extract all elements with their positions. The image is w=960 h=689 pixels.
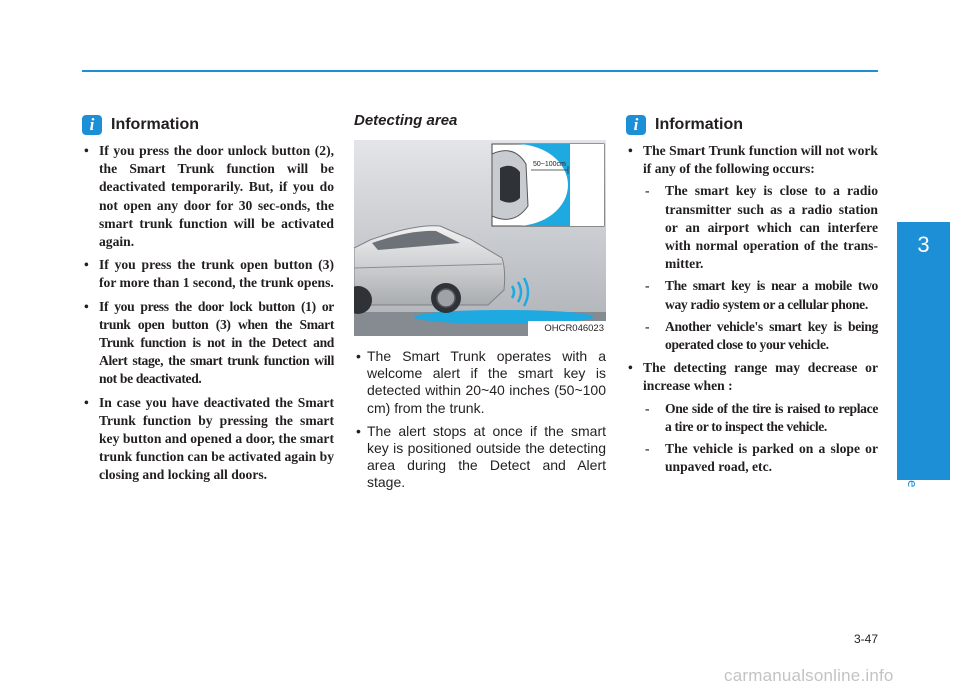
- list-item: • If you press the trunk open button (3) for more than 1 second, the trunk opens.: [82, 256, 334, 292]
- sub-item: - One side of the tire is raised to replace a tire or to inspect the vehicle.: [644, 400, 878, 436]
- info-list-left: [82, 142, 334, 485]
- sub-item: - The smart key is close to a radio transmitter such as a radio station or an airport which can interfere with normal operation of the trans-mitter.: [644, 182, 878, 273]
- info-icon: i: [82, 115, 102, 135]
- car-illustration: [354, 140, 606, 336]
- info-icon: i: [626, 115, 646, 135]
- figure-code: OHCR046023: [528, 321, 606, 336]
- section-title: Detecting area: [354, 112, 458, 129]
- range-label: 50~100cm: [533, 161, 566, 168]
- info-title: Information: [655, 116, 743, 133]
- list-item: • In case you have deactivated the Smart Trunk function by pressing the smart key button and opened a door, the smart trunk function can be activated again by closing and locking all doors.: [82, 394, 334, 485]
- list-item: • The Smart Trunk operates with a welcome alert if the smart key is detected within 20~40 inches (50~100 cm) from the trunk.: [354, 348, 606, 417]
- chapter-title: Convenient features of your vehicle: [905, 266, 919, 488]
- list-item: • If you press the door unlock button (2), the Smart Trunk function will be deactivated temporarily. But, if you do not open any door for 30 sec-onds, the smart trunk function will be activated again.: [82, 142, 334, 251]
- list-item: • If you press the door lock button (1) or trunk open button (3) when the Smart Trunk function is not in the Detect and Alert stage, the smart trunk function will not be deactivated.: [82, 298, 334, 389]
- list-item: [626, 359, 878, 476]
- list-item-text: The Smart Trunk function will not work if any of the following occurs:: [643, 143, 878, 177]
- right-column: [626, 112, 878, 481]
- list-item: • The alert stops at once if the smart key is positioned outside the detecting area during the Detect and Alert stage.: [354, 423, 606, 492]
- sub-item: - The vehicle is parked on a slope or unpaved road, etc.: [644, 440, 878, 476]
- detecting-area-figure: [354, 140, 606, 336]
- info-heading-left: [82, 112, 334, 138]
- list-item: [626, 142, 878, 354]
- info-list-right: [626, 142, 878, 476]
- info-title: Information: [111, 116, 199, 133]
- sub-item: - The smart key is near a mobile two way radio system or a cellular phone.: [644, 277, 878, 313]
- watermark: carmanualsonline.info: [724, 666, 894, 685]
- header-rule: [82, 70, 878, 72]
- info-heading-right: [626, 112, 878, 138]
- page-number: 3-47: [853, 632, 878, 646]
- middle-column: [354, 112, 606, 498]
- sub-list: [643, 182, 878, 354]
- sub-item: - Another vehicle's smart key is being operated close to your vehicle.: [644, 318, 878, 354]
- list-item-text: The detecting range may decrease or increase when :: [643, 360, 878, 394]
- left-column: [82, 112, 334, 490]
- sub-list: [643, 400, 878, 477]
- chapter-number: 3: [917, 232, 930, 257]
- detecting-list: [354, 348, 606, 492]
